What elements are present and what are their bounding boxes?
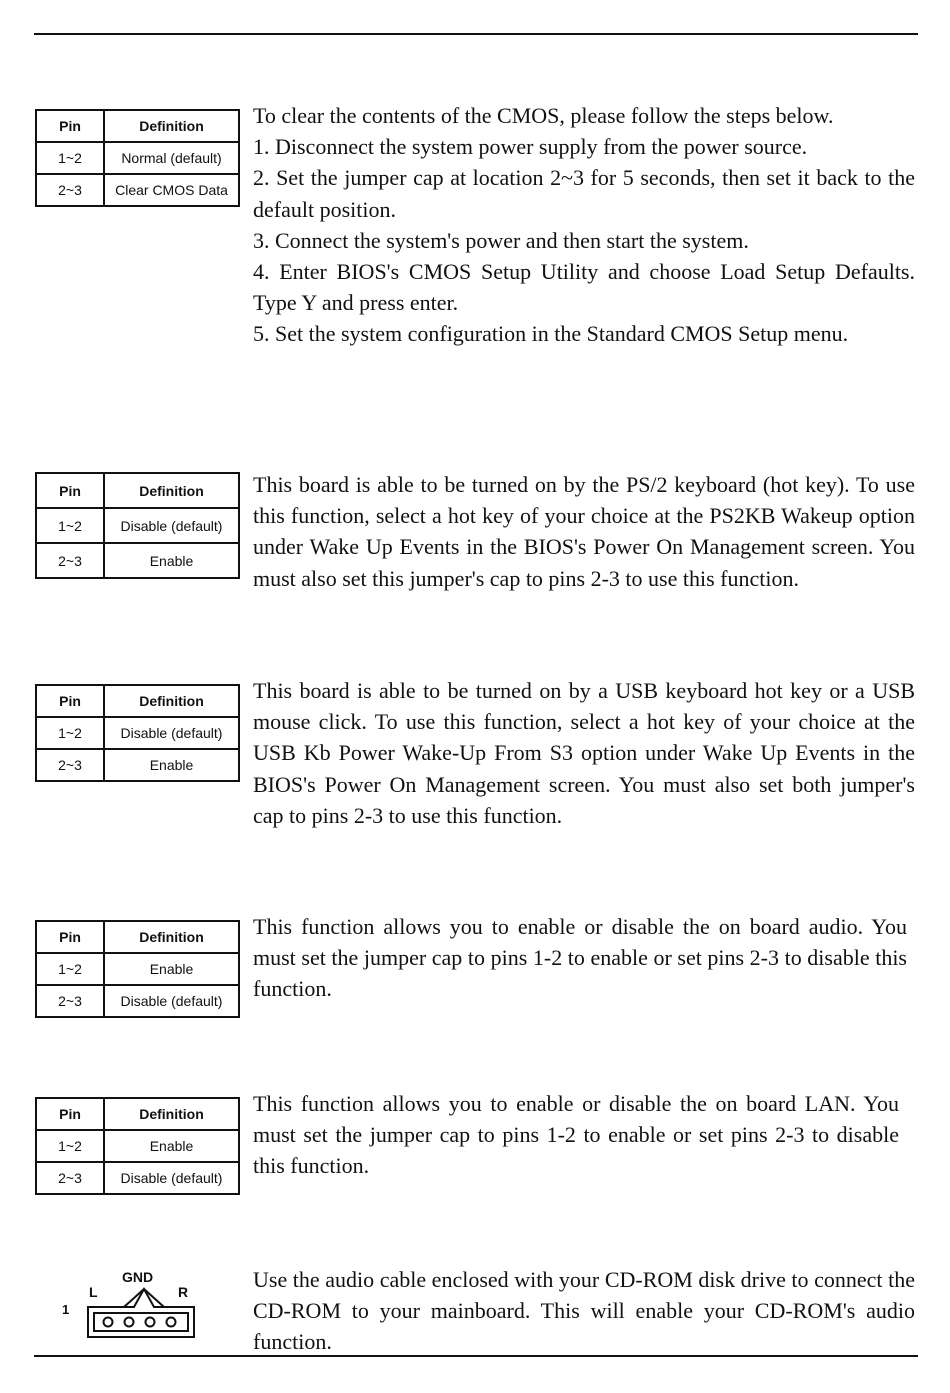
pin-cell: 2~3 (36, 174, 104, 206)
paragraph: This function allows you to enable or disable the on board LAN. You must set the jumper cap to pins 1-2 to enable or set pins 2-3 to disable this function. (253, 1091, 899, 1179)
step-1: 1. Disconnect the system power supply from the power source. (253, 134, 808, 160)
header-definition: Definition (104, 473, 239, 508)
definition-cell: Disable (default) (104, 717, 239, 749)
connector-pin (167, 1318, 176, 1327)
left-label: L (89, 1284, 98, 1300)
paragraph: This board is able to be turned on by the PS/2 keyboard (hot key). To use this function, select a hot key of your choice at the PS2KB Wakeup option under Wake Up Events in the BIOS's Power On Management screen. You must also set this jumper's cap to pins 2-3 to use this function. (253, 472, 915, 591)
pin-cell: 2~3 (36, 543, 104, 578)
clear-cmos-instructions (253, 100, 915, 350)
table-row (36, 749, 239, 781)
table-row (36, 142, 239, 174)
step-4: 4. Enter BIOS's CMOS Setup Utility and choose Load Setup Defaults. Type Y and press enter. (253, 259, 915, 316)
table-row (36, 1162, 239, 1194)
table-row (36, 543, 239, 578)
step-3: 3. Connect the system's power and then start the system. (253, 227, 749, 253)
gnd-label: GND (122, 1269, 154, 1285)
definition-cell: Enable (104, 1130, 239, 1162)
pin-cell: 1~2 (36, 142, 104, 174)
definition-cell: Enable (104, 749, 239, 781)
table-header-row (36, 110, 239, 142)
table-row (36, 1130, 239, 1162)
connector-pin (125, 1318, 134, 1327)
clear-cmos-jumper-table (35, 109, 240, 207)
pin-cell: 1~2 (36, 717, 104, 749)
definition-cell: Disable (default) (104, 1162, 239, 1194)
header-pin: Pin (36, 685, 104, 717)
paragraph: Use the audio cable enclosed with your CD-ROM disk drive to connect the CD-ROM to your mainboard. This will enable your CD-ROM's audio function. (253, 1267, 915, 1355)
header-pin: Pin (36, 110, 104, 142)
connector-pin (104, 1318, 113, 1327)
table-header-row (36, 685, 239, 717)
pin-cell: 2~3 (36, 749, 104, 781)
step-5: 5. Set the system configuration in the Standard CMOS Setup menu. (253, 321, 849, 347)
paragraph: This function allows you to enable or disable the on board audio. You must set the jumper cap to pins 1-2 to enable or set pins 2-3 to disable this function. (253, 914, 907, 1002)
ground-pin-marker (124, 1289, 164, 1307)
cdrom-connector-diagram (58, 1267, 208, 1347)
paragraph: This board is able to be turned on by a USB keyboard hot key or a USB mouse click. To use this function, select a hot key of your choice at the USB Kb Power Wake-Up From S3 option under Wake Up Events in the BIOS's Power On Management screen. You must also set both jumper's cap to pins 2-3 to use this function. (253, 678, 915, 828)
lan-description (253, 1088, 899, 1182)
table-row (36, 985, 239, 1017)
lan-jumper-table (35, 1097, 240, 1195)
pin-cell: 2~3 (36, 985, 104, 1017)
table-row (36, 953, 239, 985)
table-row (36, 174, 239, 206)
header-definition: Definition (104, 1098, 239, 1130)
pin-cell: 1~2 (36, 1130, 104, 1162)
cdrom-description (253, 1264, 915, 1358)
header-definition: Definition (104, 110, 239, 142)
header-definition: Definition (104, 921, 239, 953)
header-pin: Pin (36, 1098, 104, 1130)
header-pin: Pin (36, 473, 104, 508)
paragraph: To clear the contents of the CMOS, please follow the steps below. (253, 103, 834, 128)
definition-cell: Disable (default) (104, 508, 239, 543)
audio-description (253, 911, 907, 1005)
header-pin: Pin (36, 921, 104, 953)
table-header-row (36, 921, 239, 953)
definition-cell: Normal (default) (104, 142, 239, 174)
pin-housing (94, 1313, 188, 1331)
definition-cell: Disable (default) (104, 985, 239, 1017)
header-definition: Definition (104, 685, 239, 717)
right-label: R (178, 1284, 189, 1300)
step-2: 2. Set the jumper cap at location 2~3 for 5 seconds, then set it back to the default position. (253, 165, 915, 222)
definition-cell: Clear CMOS Data (104, 174, 239, 206)
ps2-wakeup-description (253, 469, 915, 594)
pin-cell: 1~2 (36, 953, 104, 985)
top-rule (34, 33, 918, 35)
table-row (36, 508, 239, 543)
pin-1-label: 1 (62, 1302, 70, 1317)
usb-wakeup-description (253, 675, 915, 831)
connector-pin (146, 1318, 155, 1327)
pin-cell: 2~3 (36, 1162, 104, 1194)
table-row (36, 717, 239, 749)
table-header-row (36, 473, 239, 508)
usb-wakeup-jumper-table (35, 684, 240, 782)
pin-cell: 1~2 (36, 508, 104, 543)
bottom-rule (34, 1355, 918, 1357)
definition-cell: Enable (104, 953, 239, 985)
definition-cell: Enable (104, 543, 239, 578)
audio-jumper-table (35, 920, 240, 1018)
ps2-wakeup-jumper-table (35, 472, 240, 579)
table-header-row (36, 1098, 239, 1130)
